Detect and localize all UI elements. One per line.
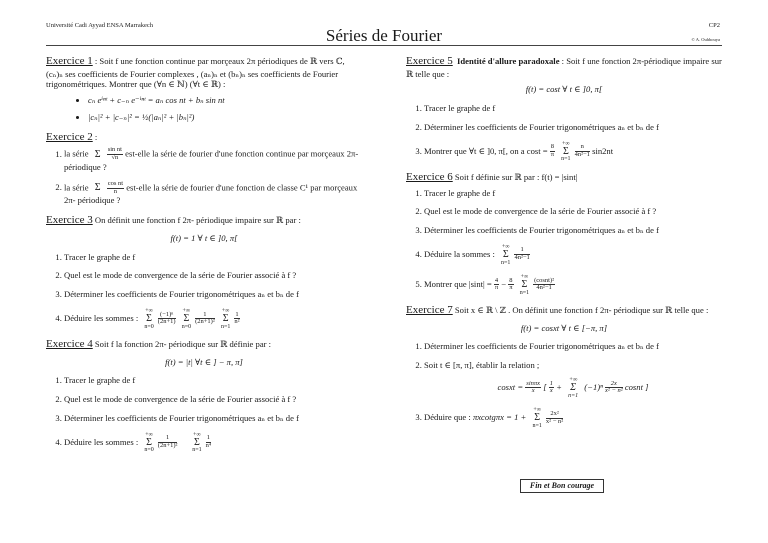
exercise-6-item [424,274,722,296]
item-prefix: Déduire les sommes : [64,436,139,447]
header-institution: Université Cadi Ayyad ENSA Marrakech [46,22,153,29]
exercise-2-item [64,181,362,206]
exercise-4-intro [46,338,362,352]
sum-symbol: Σ [94,149,101,160]
series-sum: +∞ Σ n=1 [501,243,511,266]
exercise-3-equation: f(t) = 1 ∀ t ∈ ]0, π[ [170,232,238,243]
exercise-5-subtitle: Identité d'allure paradoxale [457,56,560,66]
exercise-7-relation [424,377,722,399]
item-prefix: Déduire les sommes : [64,312,139,323]
fraction: $\frac{8}{\pi}$ [509,276,513,292]
exercise-1 [46,55,362,123]
series-sum: +∞ Σ n=1 [192,431,202,454]
exercise-1-items [46,95,362,122]
series-sum: +∞ Σ n=1 [519,273,530,296]
exercise-6 [406,171,722,296]
exercise-2-item [64,147,362,172]
fraction: $\frac{\text{sin nt}}{√n}$ [107,146,122,162]
closing-note: Fin et Bon courage [520,479,604,493]
series-sum: +∞ Σ n=1 [532,406,542,429]
exercise-7-equation: f(t) = cosxt ∀ t ∈ [−π, π] [520,322,608,333]
exercise-7-item [424,360,722,399]
plus-sign: + [556,381,562,392]
exercise-1-item: • |cₙ|² + |c₋ₙ|² = ½(|aₙ|² + |bₙ|²) [88,112,362,123]
exercise-1-item: • cₙ eⁱⁿᵗ + c₋ₙ e⁻ⁱⁿᵗ = aₙ cos nt + bₙ sin nt [88,95,362,106]
exercise-3-intro [46,214,362,228]
exercise-5-items [406,103,722,163]
fraction: $\frac{8}{\pi}$ [550,143,555,159]
exercise-4-items [46,375,362,453]
exercise-7-item [424,407,722,429]
item-prefix: Montrer que |sint| = [424,278,492,289]
fraction: $\frac{\text{cos nt}}{n}$ [107,179,124,195]
minus-sign: − [501,278,507,289]
exercise-6-item: 1. Tracer le graphe de f [424,188,722,199]
fraction: $\frac{\text{2x²}}{\text{x² − n²}}$ [545,409,564,425]
exercise-7-item: 1. Déterminer les coefficients de Fourier trigonométriques aₙ et bₙ de f [424,341,722,352]
fraction: $\frac{1}{\text{(2n+1)²}}$ [157,434,178,450]
exercise-6-label: Exercice 6 [406,170,453,183]
relation-lhs: cosxt = [497,381,524,392]
exercise-5-item: 2. Déterminer les coefficients de Fourier trigonométriques aₙ et bₙ de f [424,122,722,133]
exercise-2-text: : [94,131,98,142]
exercise-4-item [64,432,362,454]
fraction: $\frac{n}{\text{4n²−1}}$ [574,143,590,159]
header-author: © A. Ouhbouya [691,37,720,42]
exercise-6-item: 3. Déterminer les coefficients de Fourier trigonométriques aₙ et bₙ de f [424,225,722,236]
exercise-3 [46,214,362,330]
exercise-7-intro [406,304,722,318]
fraction: $\frac{1}{\text{n²}}$ [234,310,240,326]
exercise-6-items [406,188,722,296]
exercise-4-text: Soit f la fonction 2π- périodique sur ℝ définie par : [94,338,272,349]
exercise-4-item: 3. Déterminer les coefficients de Fourier trigonométriques aₙ et bₙ de f [64,413,362,424]
exercise-6-item: 2. Quel est le mode de convergence de la série de Fourier associé à f ? [424,206,722,217]
sign-term: (−1)ⁿ [584,381,603,392]
series-sum: +∞ Σ n=0 [144,307,154,330]
item-suffix: sin2nt [592,145,614,156]
header-rule [46,45,722,46]
header-class: CP2 [708,22,720,29]
exercise-1-label: Exercice 1 [46,55,93,67]
item-prefix: Soit t ∈ [π, π], établir la relation ; [424,360,540,371]
series-sum: +∞ Σ n=1 [568,376,579,399]
deduction-lhs: πxcotgπx = 1 + [472,411,527,422]
fraction: $\frac{\text{(cosnt)²}}{\text{4n²−1}}$ [534,276,555,292]
sum-symbol: Σ [94,182,101,194]
exercise-3-item: 2. Quel est le mode de convergence de la série de Fourier associé à f ? [64,270,362,281]
relation-suffix: cosnt [624,381,643,392]
exercise-4-item: 2. Quel est le mode de convergence de la série de Fourier associé à f ? [64,394,362,405]
exercise-5-intro [406,55,722,79]
exercise-3-items [46,252,362,330]
exercise-7-label: Exercice 7 [406,303,453,316]
item-prefix: Déduire que : [424,411,471,422]
fraction: $\frac{1}{x}$ [549,379,553,395]
exercise-3-text: On définit une fonction f 2π- périodique impaire sur ℝ par : [94,215,301,226]
exercise-5-text: : Soit f une fonction 2π-périodique impaire sur ℝ telle que : [406,56,722,79]
exercise-1-text: : Soit f une fonction continue par morçeaux 2π périodiques de ℝ vers ℂ, (cₙ)ₙ ses coefficients de Fourier complexes , (aₙ)ₙ et (bₙ)ₙ ses coefficients de Fourier trigonométriques. Montrer que (∀n ∈ ℕ) (∀t ∈ ℝ) : [46,56,345,90]
exercise-7 [406,304,722,429]
page-title: Séries de Fourier [325,26,443,45]
exercise-5-equation: f(t) = cost ∀ t ∈ ]0, π[ [525,84,603,95]
item-prefix: Montrer que ∀t ∈ ]0, π[, on a cost = [424,145,548,156]
exercise-3-item [64,308,362,330]
exercise-5-item [424,141,722,163]
fraction: $\frac{1}{\text{4n²−1}}$ [514,246,530,262]
exercise-6-text: Soit f définie sur ℝ par : f(t) = |sint| [454,171,578,182]
series-sum: +∞ Σ n=0 [144,431,154,454]
fraction: $\frac{\sin\pi x}{x}$ [526,379,541,395]
exercise-1-intro [46,55,362,90]
item-prefix: la série [64,148,89,159]
exercise-6-item [424,244,722,266]
exercise-2-intro [46,131,362,145]
exercise-3-item: 1. Tracer le graphe de f [64,252,362,263]
exercise-3-label: Exercice 3 [46,214,93,227]
exercise-4-label: Exercice 4 [46,337,93,350]
exercise-6-intro [406,171,722,185]
item-text: est-elle la série de fourier d'une fonction de classe C¹ par morçeaux 2π- périodique ? [64,182,358,206]
series-sum: +∞ Σ n=1 [561,140,571,163]
fraction: $\frac{2x}{\text{x² − n²}}$ [604,379,623,395]
exercise-4-item: 1. Tracer le graphe de f [64,375,362,386]
bracket-open: [ [543,381,547,392]
series-sum: +∞ Σ n=1 [220,307,231,330]
series-sum: +∞ Σ n=0 [181,307,192,330]
exercise-4-equation: f(t) = |t| ∀t ∈ ] − π, π] [165,356,243,367]
exercise-4 [46,338,362,454]
exercise-5-item: 1. Tracer le graphe de f [424,103,722,114]
item-prefix: Déduire la sommes : [424,248,495,259]
item-prefix: la série [64,182,89,193]
fraction: $\frac{4}{\pi}$ [494,276,499,292]
fraction: $\frac{1}{\text{n⁴}}$ [205,434,212,450]
exercise-2-label: Exercice 2 [46,130,93,143]
fraction: $\frac{\text{(−1)ⁿ}}{(2n+1)}$ [157,310,176,326]
exercise-7-items [406,341,722,429]
right-column [406,55,722,437]
fraction: $\frac{1}{\text{(2n+1)²}}$ [195,310,215,326]
exercise-5 [406,55,722,163]
item-text: est-elle la série de fourier d'une fonction continue par morçeaux 2π- périodique ? [64,148,359,173]
bracket-close: ] [645,381,649,392]
exercise-5-label: Exercice 5 [406,55,453,67]
exercise-2-items [46,147,362,206]
exercise-2 [46,131,362,206]
exercise-7-text: Soit x ∈ ℝ \ ℤ . On définit une fonction f 2π- périodique sur ℝ telle que : [454,304,709,315]
exercise-3-item: 3. Déterminer les coefficients de Fourier trigonométriques aₙ et bₙ de f [64,289,362,300]
left-column [46,55,362,462]
